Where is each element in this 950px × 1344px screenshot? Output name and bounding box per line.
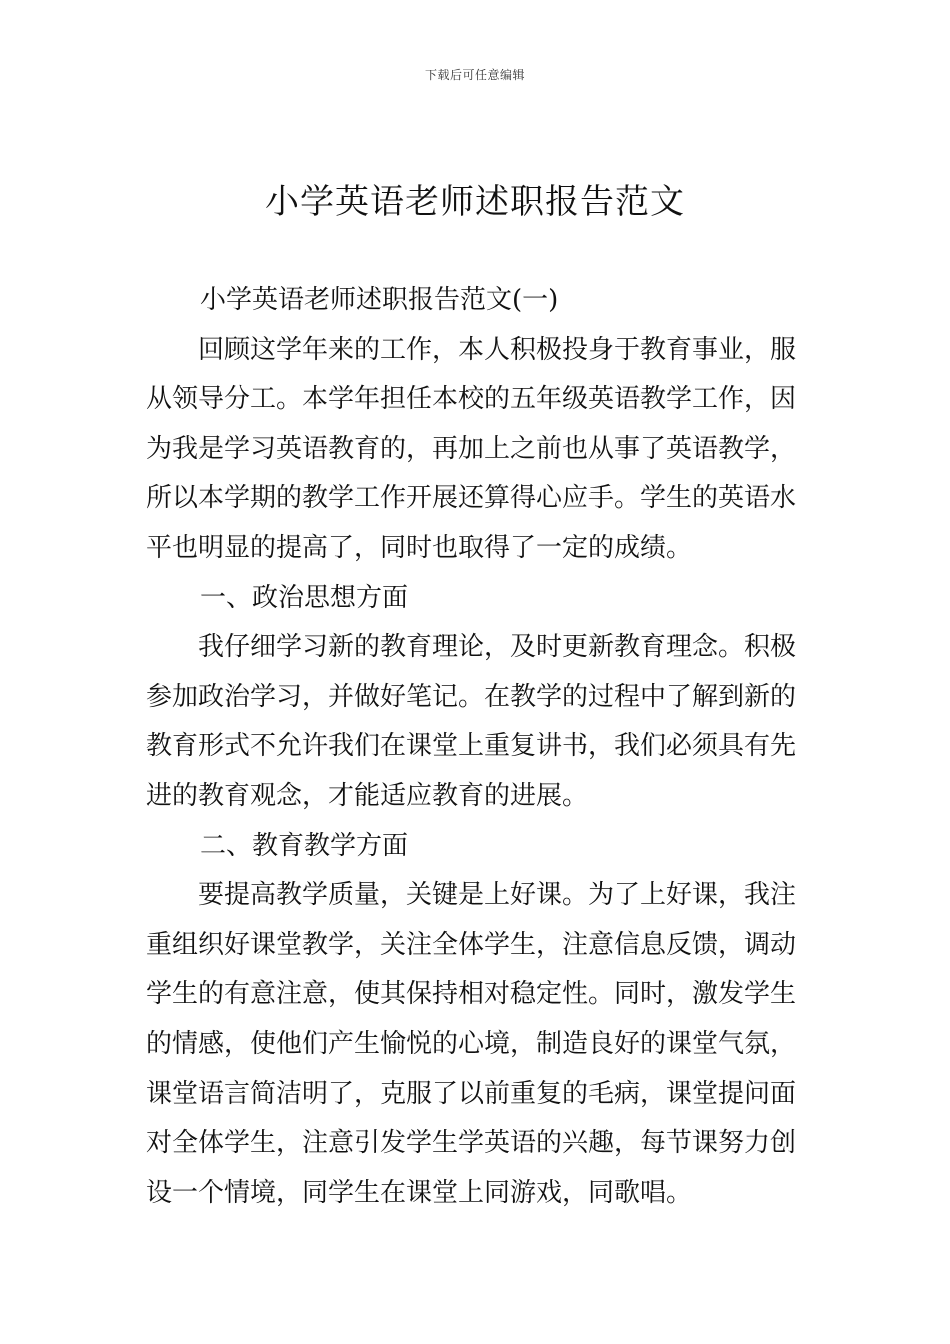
header-note: 下载后可任意编辑: [424, 68, 525, 82]
document-body: [146, 276, 810, 1218]
section-subtitle: 小学英语老师述职报告范文(一): [200, 285, 559, 315]
document-title: 小学英语老师述职报告范文: [265, 182, 685, 222]
paragraph-line: 的情感，使他们产生愉悦的心境，制造良好的课堂气氛，: [146, 1028, 797, 1059]
paragraph-line: 参加政治学习，并做好笔记。在教学的过程中了解到新的: [146, 681, 797, 712]
section-heading: 二、教育教学方面: [200, 830, 409, 861]
paragraph-line: 进的教育观念，才能适应教育的进展。: [146, 780, 589, 811]
paragraph-line: 我仔细学习新的教育理论，及时更新教育理念。积极: [198, 632, 797, 663]
paragraph-line: 回顾这学年来的工作，本人积极投身于教育事业，服: [198, 334, 797, 365]
paragraph-line: 要提高教学质量，关键是上好课。为了上好课，我注: [198, 880, 797, 911]
section-heading: 一、政治思想方面: [200, 582, 409, 613]
paragraph-line: 对全体学生，注意引发学生学英语的兴趣，每节课努力创: [146, 1128, 797, 1159]
paragraph-line: 教育形式不允许我们在课堂上重复讲书，我们必须具有先: [146, 731, 797, 762]
paragraph-line: 从领导分工。本学年担任本校的五年级英语教学工作，因: [146, 384, 797, 415]
paragraph-line: 课堂语言简洁明了，克服了以前重复的毛病，课堂提问面: [146, 1078, 797, 1109]
paragraph-line: 重组织好课堂教学，关注全体学生，注意信息反馈，调动: [146, 929, 797, 960]
paragraph-line: 为我是学习英语教育的，再加上之前也从事了英语教学，: [146, 433, 797, 464]
paragraph-line: 所以本学期的教学工作开展还算得心应手。学生的英语水: [146, 483, 797, 514]
paragraph-line: 平也明显的提高了，同时也取得了一定的成绩。: [146, 532, 693, 563]
paragraph-line: 学生的有意注意，使其保持相对稳定性。同时，激发学生: [146, 979, 797, 1010]
paragraph-line: 设一个情境，同学生在课堂上同游戏，同歌唱。: [146, 1177, 693, 1208]
